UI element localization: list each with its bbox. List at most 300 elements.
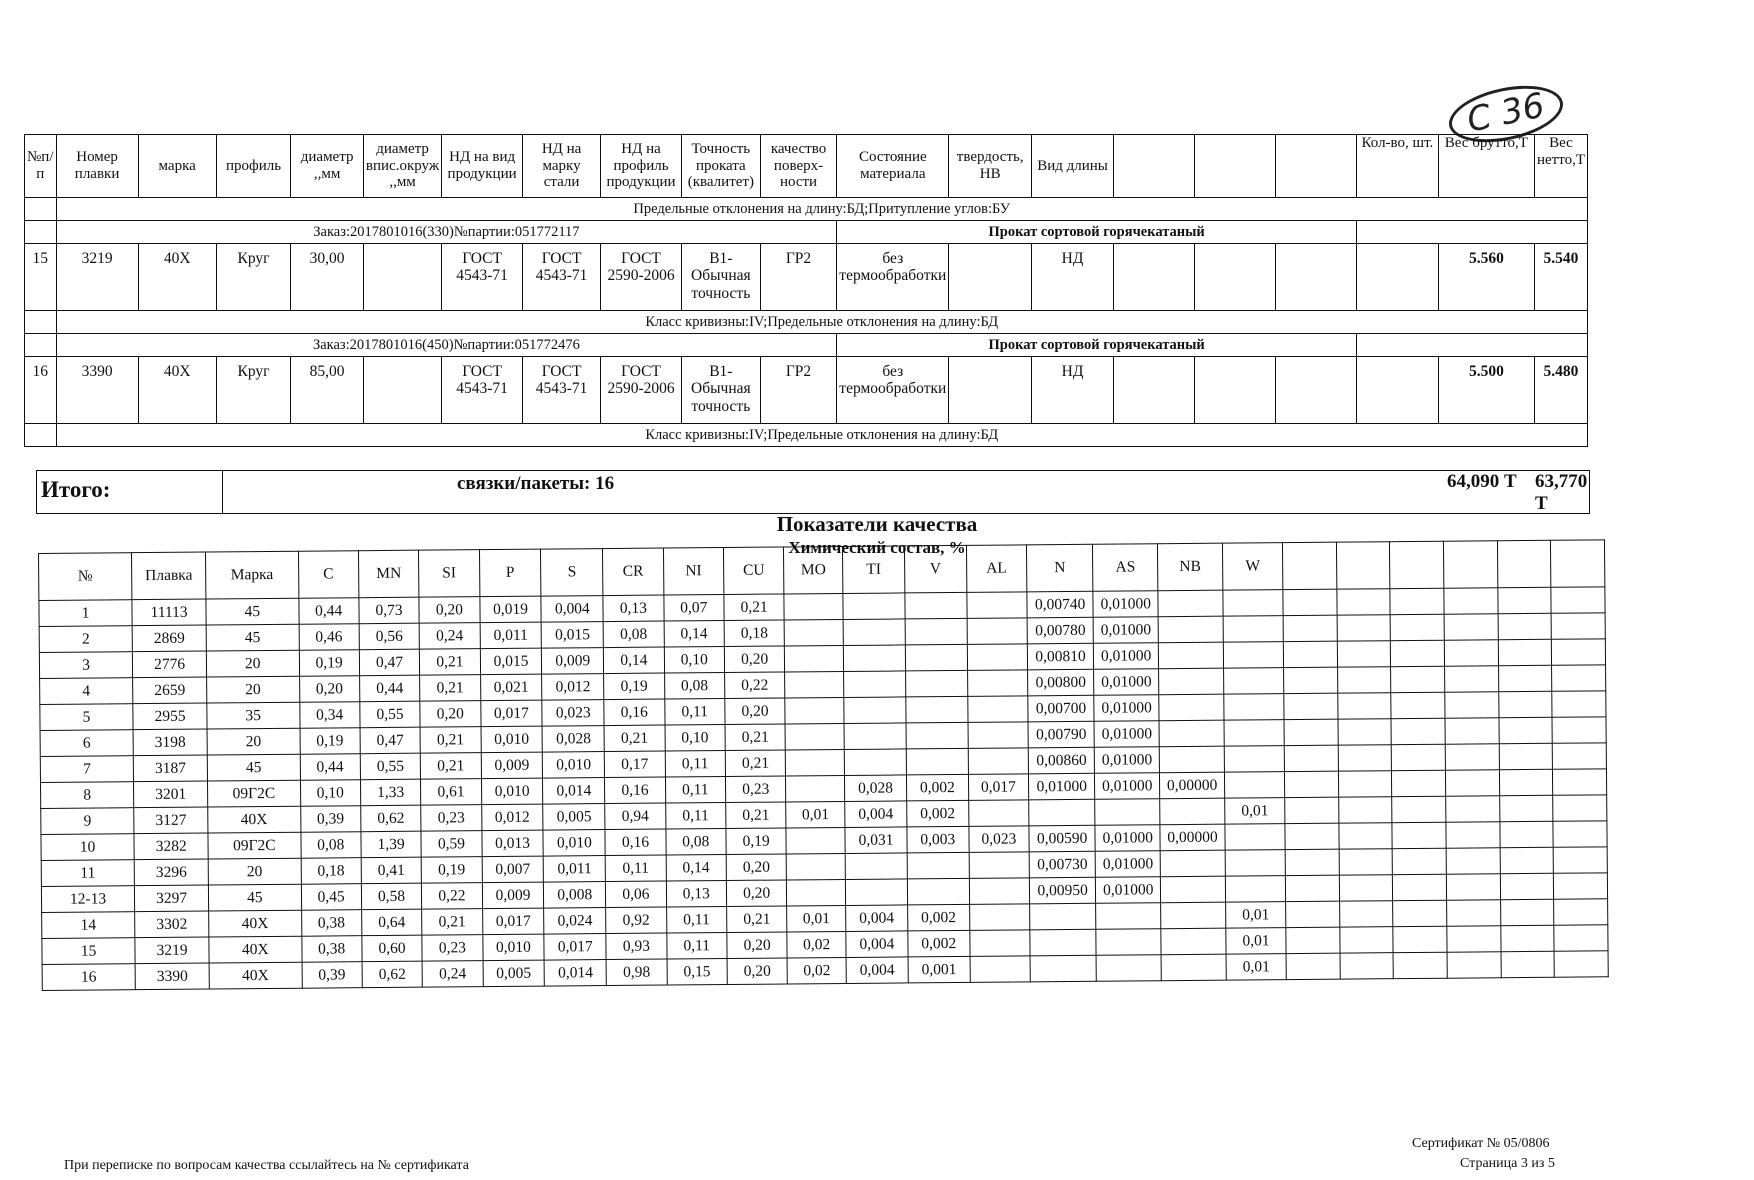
quality-cell: 0,01000: [1094, 721, 1159, 748]
footer-note: При переписке по вопросам качества ссылайтесь на № сертификата: [64, 1158, 469, 1173]
quality-cell: 0,01000: [1095, 747, 1160, 774]
quality-cell: [970, 956, 1030, 983]
quality-cell: 0,15: [667, 959, 728, 986]
quality-cell: [1223, 616, 1284, 643]
quality-cell: 3302: [135, 911, 209, 938]
quality-cell: 0,019: [479, 596, 541, 623]
quality-cell: [905, 644, 967, 671]
col-header: Вид длины: [1032, 135, 1114, 198]
quality-cell: [1393, 874, 1447, 900]
quality-cell: [1390, 588, 1444, 614]
chemical-composition-table: [38, 539, 1609, 991]
quality-cell: 0,14: [664, 621, 725, 648]
quality-cell: [1447, 900, 1501, 926]
quality-cell: [1286, 927, 1340, 953]
quality-col-header: CU: [723, 547, 784, 595]
quality-cell: 45: [206, 598, 299, 625]
quality-cell: [1552, 691, 1606, 717]
quality-cell: 8: [41, 782, 134, 809]
quality-cell: 0,11: [605, 855, 666, 882]
cell: 3219: [56, 244, 138, 311]
cell: НД: [1032, 244, 1114, 311]
quality-cell: 0,17: [605, 751, 666, 778]
quality-cell: [1340, 953, 1394, 979]
quality-cell: 0,56: [359, 623, 420, 650]
quality-cell: 0,01000: [1095, 773, 1160, 800]
shipment-header-row: [25, 135, 1588, 198]
cell: [363, 244, 441, 311]
col-header: Состояние материала: [837, 135, 949, 198]
quality-cell: [969, 878, 1029, 905]
quality-col-header: C: [298, 551, 359, 599]
quality-cell: 0,015: [542, 622, 604, 649]
quality-cell: 9: [41, 808, 134, 835]
quality-col-header: Марка: [206, 551, 299, 599]
handwritten-mark: С 36: [1444, 77, 1568, 152]
quality-cell: 0,62: [362, 961, 423, 988]
col-header: диаметр впис.окруж ,,мм: [363, 135, 441, 198]
page-indicator: Страница 3 из 5: [1460, 1156, 1555, 1171]
quality-subtitle: Химический состав, %: [788, 538, 966, 557]
col-header: диаметр ,,мм: [291, 135, 364, 198]
cell: 40Х: [138, 357, 216, 424]
quality-cell: [1445, 744, 1499, 770]
quality-cell: 0,08: [300, 832, 361, 859]
totals-row: [36, 470, 1590, 514]
quality-cell: [967, 592, 1027, 619]
col-header: твердость, НВ: [949, 135, 1032, 198]
quality-cell: 0,19: [604, 673, 665, 700]
quality-cell: 45: [208, 884, 301, 911]
quality-cell: 20: [208, 858, 301, 885]
quality-cell: 0,002: [906, 774, 968, 801]
quality-cell: 0,002: [907, 800, 969, 827]
quality-cell: [1030, 929, 1097, 956]
quality-cell: 0,38: [301, 910, 362, 937]
quality-cell: [1160, 850, 1225, 877]
quality-cell: [1223, 642, 1284, 669]
quality-cell: [1286, 901, 1340, 927]
quality-cell: [1391, 692, 1445, 718]
quality-cell: [1224, 694, 1285, 721]
quality-cell: 0,017: [968, 774, 1028, 801]
quality-cell: [1285, 823, 1339, 849]
quality-cell: [1446, 848, 1500, 874]
quality-cell: 0,19: [299, 650, 360, 677]
quality-cell: 0,24: [419, 623, 480, 650]
quality-cell: [843, 645, 905, 672]
quality-cell: [1224, 746, 1285, 773]
quality-cell: [1224, 772, 1285, 799]
quality-cell: [905, 670, 967, 697]
quality-cell: 0,01: [1226, 928, 1287, 955]
quality-cell: [1158, 590, 1223, 617]
quality-col-header: W: [1222, 543, 1283, 591]
quality-cell: [784, 593, 843, 620]
cell: без термообработки: [837, 244, 949, 311]
quality-cell: 20: [207, 676, 300, 703]
quality-cell: [968, 800, 1028, 827]
col-header: качество поверх-ности: [760, 135, 837, 198]
quality-cell: 0,01: [1226, 954, 1287, 981]
quality-cell: [1338, 719, 1392, 745]
quality-cell: 0,028: [845, 775, 907, 802]
quality-cell: [967, 644, 1027, 671]
quality-cell: 14: [42, 912, 135, 939]
cell: без термообработки: [837, 357, 949, 424]
quality-col-header: AL: [966, 545, 1027, 593]
quality-cell: 0,10: [665, 725, 726, 752]
quality-cell: [968, 696, 1028, 723]
quality-cell: 09Г2С: [208, 832, 301, 859]
quality-cell: 0,44: [300, 754, 361, 781]
quality-cell: [1030, 955, 1097, 982]
quality-cell: 0,16: [605, 777, 666, 804]
quality-cell: [844, 723, 906, 750]
quality-cell: 0,024: [544, 908, 606, 935]
quality-cell: 0,009: [481, 752, 543, 779]
quality-cell: 0,009: [542, 648, 604, 675]
quality-cell: 40Х: [208, 806, 301, 833]
quality-cell: [785, 723, 844, 750]
quality-cell: [1284, 745, 1338, 771]
quality-cell: [1225, 824, 1286, 851]
quality-col-header: P: [479, 549, 541, 597]
quality-cell: [1159, 694, 1224, 721]
quality-cell: [1284, 641, 1338, 667]
quality-cell: [1283, 615, 1337, 641]
quality-cell: [1499, 717, 1553, 743]
quality-cell: 0,20: [420, 701, 481, 728]
quality-col-header: TI: [843, 546, 905, 594]
quality-cell: 0,21: [420, 649, 481, 676]
quality-cell: 0,22: [725, 672, 786, 699]
quality-cell: 0,58: [361, 883, 422, 910]
quality-cell: [1284, 667, 1338, 693]
quality-cell: 0,005: [543, 804, 605, 831]
quality-cell: 0,64: [362, 909, 423, 936]
quality-cell: [1446, 874, 1500, 900]
quality-cell: [1286, 953, 1340, 979]
shipment-table: [24, 134, 1588, 447]
cell: [949, 244, 1032, 311]
quality-cell: 0,02: [787, 931, 846, 958]
quality-cell: 0,73: [359, 597, 420, 624]
quality-cell: 0,94: [605, 803, 666, 830]
quality-cell: 0,01000: [1094, 643, 1159, 670]
cell: В1-Обычная точность: [681, 244, 760, 311]
quality-cell: 0,24: [422, 961, 483, 988]
quality-cell: [1446, 822, 1500, 848]
quality-cell: 0,01000: [1094, 669, 1159, 696]
quality-cell: [844, 749, 906, 776]
quality-cell: [1552, 717, 1606, 743]
col-header: Номер плавки: [56, 135, 138, 198]
quality-cell: 4: [40, 678, 133, 705]
quality-cell: 0,21: [422, 909, 483, 936]
quality-cell: [1553, 795, 1607, 821]
cell: Круг: [216, 244, 291, 311]
quality-cell: [1552, 743, 1606, 769]
quality-cell: 5: [40, 704, 133, 731]
quality-cell: 15: [42, 938, 135, 965]
quality-cell: 0,92: [606, 907, 667, 934]
cell: [363, 357, 441, 424]
quality-cell: [1337, 641, 1391, 667]
quality-cell: 0,39: [302, 962, 363, 989]
quality-cell: 3282: [134, 833, 208, 860]
quality-cell: 0,004: [846, 905, 908, 932]
quality-cell: [784, 619, 843, 646]
quality-cell: 0,002: [908, 930, 970, 957]
quality-cell: [844, 671, 906, 698]
cell: [1357, 244, 1439, 311]
quality-cell: 16: [42, 964, 135, 991]
quality-cell: 0,47: [359, 649, 420, 676]
quality-cell: 0,002: [907, 904, 969, 931]
quality-cell: 0,20: [727, 958, 788, 985]
quality-cell: [1337, 589, 1391, 615]
quality-cell: 0,01000: [1028, 773, 1095, 800]
quality-cell: 0,23: [422, 935, 483, 962]
quality-cell: [1391, 614, 1445, 640]
quality-cell: [1445, 770, 1499, 796]
quality-col-header: S: [541, 549, 603, 597]
quality-col-header: [1336, 542, 1390, 589]
col-header: [1276, 135, 1357, 198]
quality-cell: 0,00800: [1027, 669, 1094, 696]
quality-cell: [1393, 900, 1447, 926]
quality-col-header: [1497, 540, 1551, 587]
quality-cell: [1391, 666, 1445, 692]
col-header: [1195, 135, 1276, 198]
quality-col-header: MO: [784, 546, 843, 594]
quality-cell: [1161, 928, 1226, 955]
cell: 3390: [56, 357, 138, 424]
quality-cell: 0,46: [299, 624, 360, 651]
quality-cell: 0,004: [846, 957, 908, 984]
quality-cell: 0,01: [787, 905, 846, 932]
quality-cell: 0,47: [360, 727, 421, 754]
quality-cell: [1498, 691, 1552, 717]
quality-cell: [1391, 718, 1445, 744]
cell: ГОСТ 4543-71: [523, 244, 601, 311]
quality-cell: 0,07: [664, 595, 725, 622]
cell: НД: [1032, 357, 1114, 424]
quality-cell: [1552, 665, 1606, 691]
quality-cell: 09Г2С: [208, 780, 301, 807]
quality-cell: 0,18: [724, 620, 785, 647]
order-line: Заказ:2017801016(330)№партии:051772117: [56, 221, 837, 244]
quality-cell: [968, 722, 1028, 749]
bundles-count: связки/пакеты: 16: [457, 473, 615, 494]
quality-cell: [1391, 640, 1445, 666]
quality-cell: 0,34: [299, 702, 360, 729]
quality-cell: [1499, 769, 1553, 795]
quality-cell: [1285, 797, 1339, 823]
quality-cell: [786, 749, 845, 776]
quality-cell: 0,010: [482, 934, 544, 961]
cell: ГОСТ 2590-2006: [601, 357, 682, 424]
quality-cell: 0,017: [482, 908, 544, 935]
quality-cell: 45: [206, 624, 299, 651]
col-header: Вес брутто,Т: [1438, 135, 1534, 198]
quality-cell: 0,38: [301, 936, 362, 963]
cell: ГОСТ 4543-71: [442, 244, 523, 311]
quality-cell: [1340, 927, 1394, 953]
quality-cell: [1393, 952, 1447, 978]
quality-cell: [969, 904, 1029, 931]
quality-cell: [967, 618, 1027, 645]
quality-cell: [906, 696, 968, 723]
quality-cell: [787, 879, 846, 906]
quality-cell: 0,021: [480, 674, 542, 701]
cell: [1357, 357, 1439, 424]
quality-cell: 0,16: [604, 699, 665, 726]
quality-cell: 0,01000: [1096, 877, 1161, 904]
quality-cell: [1393, 926, 1447, 952]
order-line: Заказ:2017801016(450)№партии:051772476: [56, 334, 837, 357]
quality-cell: 0,00740: [1027, 591, 1094, 618]
quality-cell: 0,20: [725, 698, 786, 725]
quality-cell: 0,21: [420, 675, 481, 702]
quality-cell: [1096, 955, 1161, 982]
quality-cell: 2: [39, 626, 132, 653]
quality-col-header: [1283, 542, 1337, 589]
quality-cell: 0,93: [606, 933, 667, 960]
quality-cell: 11113: [132, 599, 206, 626]
quality-cell: [1337, 667, 1391, 693]
quality-cell: [1553, 769, 1607, 795]
quality-cell: 0,08: [603, 621, 664, 648]
cell: Круг: [216, 357, 291, 424]
quality-cell: [1223, 668, 1284, 695]
quality-cell: [1158, 642, 1223, 669]
quality-cell: [1161, 954, 1226, 981]
quality-cell: 0,41: [361, 857, 422, 884]
quality-cell: 1: [39, 600, 132, 627]
quality-col-header: NI: [663, 548, 724, 596]
quality-cell: 0,21: [420, 727, 481, 754]
class-line: Класс кривизны:IV;Предельные отклонения на длину:БД: [56, 311, 1587, 334]
quality-cell: 0,010: [481, 778, 543, 805]
quality-cell: 0,16: [605, 829, 666, 856]
quality-cell: 0,21: [725, 750, 786, 777]
col-header: №п/п: [25, 135, 57, 198]
cell: 40Х: [138, 244, 216, 311]
quality-cell: 2955: [133, 703, 207, 730]
quality-cell: [1392, 770, 1446, 796]
quality-cell: 0,014: [543, 778, 605, 805]
col-header: Кол-во, шт.: [1357, 135, 1439, 198]
quality-cell: [1551, 639, 1605, 665]
quality-cell: 2776: [133, 651, 207, 678]
quality-cell: [1445, 718, 1499, 744]
quality-cell: [1392, 744, 1446, 770]
quality-cell: [1447, 926, 1501, 952]
quality-cell: 0,00860: [1028, 747, 1095, 774]
quality-cell: [1338, 745, 1392, 771]
quality-cell: [786, 775, 845, 802]
quality-col-header: [1390, 541, 1444, 588]
quality-cell: 0,11: [665, 777, 726, 804]
quality-title: Показатели качества: [776, 512, 978, 536]
quality-cell: 3127: [134, 807, 208, 834]
quality-cell: 12-13: [41, 886, 134, 913]
quality-cell: 3187: [133, 755, 207, 782]
cell: 16: [25, 357, 57, 424]
quality-cell: [967, 670, 1027, 697]
header-note: Предельные отклонения на длину:БД;Притупление углов:БУ: [56, 198, 1587, 221]
quality-cell: 0,44: [298, 598, 359, 625]
quality-col-header: [1551, 540, 1605, 587]
quality-cell: 11: [41, 860, 134, 887]
quality-cell: [1096, 929, 1161, 956]
quality-cell: 6: [40, 730, 133, 757]
quality-cell: [1285, 771, 1339, 797]
quality-cell: [1029, 799, 1096, 826]
quality-cell: 0,20: [727, 932, 788, 959]
quality-cell: 3219: [135, 937, 209, 964]
quality-cell: [786, 853, 845, 880]
cell: 5.540: [1534, 244, 1587, 311]
quality-cell: 0,11: [666, 933, 727, 960]
quality-cell: 0,009: [482, 882, 544, 909]
quality-cell: 0,023: [969, 826, 1029, 853]
quality-cell: 0,012: [542, 674, 604, 701]
quality-cell: 0,008: [544, 882, 606, 909]
cell: [949, 357, 1032, 424]
col-header: Вес нетто,Т: [1534, 135, 1587, 198]
col-header: Точность проката (квалитет): [681, 135, 760, 198]
quality-cell: 1,39: [361, 831, 422, 858]
quality-cell: 0,017: [544, 934, 606, 961]
quality-cell: 0,11: [664, 699, 725, 726]
quality-cell: 40Х: [209, 962, 302, 989]
quality-cell: [968, 748, 1028, 775]
quality-cell: [786, 827, 845, 854]
quality-col-header: MN: [358, 550, 419, 598]
class-line: Класс кривизны:IV;Предельные отклонения на длину:БД: [56, 424, 1587, 447]
quality-cell: 0,39: [300, 806, 361, 833]
cell: 30,00: [291, 244, 364, 311]
quality-cell: 0,023: [542, 700, 604, 727]
quality-cell: [1445, 666, 1499, 692]
quality-cell: [1554, 951, 1608, 977]
quality-cell: [1284, 719, 1338, 745]
quality-cell: 0,004: [845, 801, 907, 828]
col-header: профиль: [216, 135, 291, 198]
quality-cell: 0,44: [359, 675, 420, 702]
quality-cell: 0,21: [726, 802, 787, 829]
quality-cell: [1447, 952, 1501, 978]
col-header: НД на марку стали: [523, 135, 601, 198]
quality-cell: [1223, 590, 1284, 617]
quality-cell: 0,00730: [1029, 851, 1096, 878]
quality-cell: [1339, 797, 1393, 823]
quality-cell: 0,01000: [1093, 591, 1158, 618]
quality-cell: [845, 853, 907, 880]
quality-cell: [1284, 693, 1338, 719]
quality-cell: [1551, 587, 1605, 613]
quality-col-header: [1443, 541, 1497, 588]
quality-cell: 0,22: [422, 883, 483, 910]
quality-cell: 0,011: [480, 622, 542, 649]
quality-cell: 0,007: [482, 856, 544, 883]
product-name: Прокат сортовой горячекатаный: [837, 334, 1357, 357]
quality-cell: [1498, 639, 1552, 665]
quality-cell: 0,031: [845, 827, 907, 854]
